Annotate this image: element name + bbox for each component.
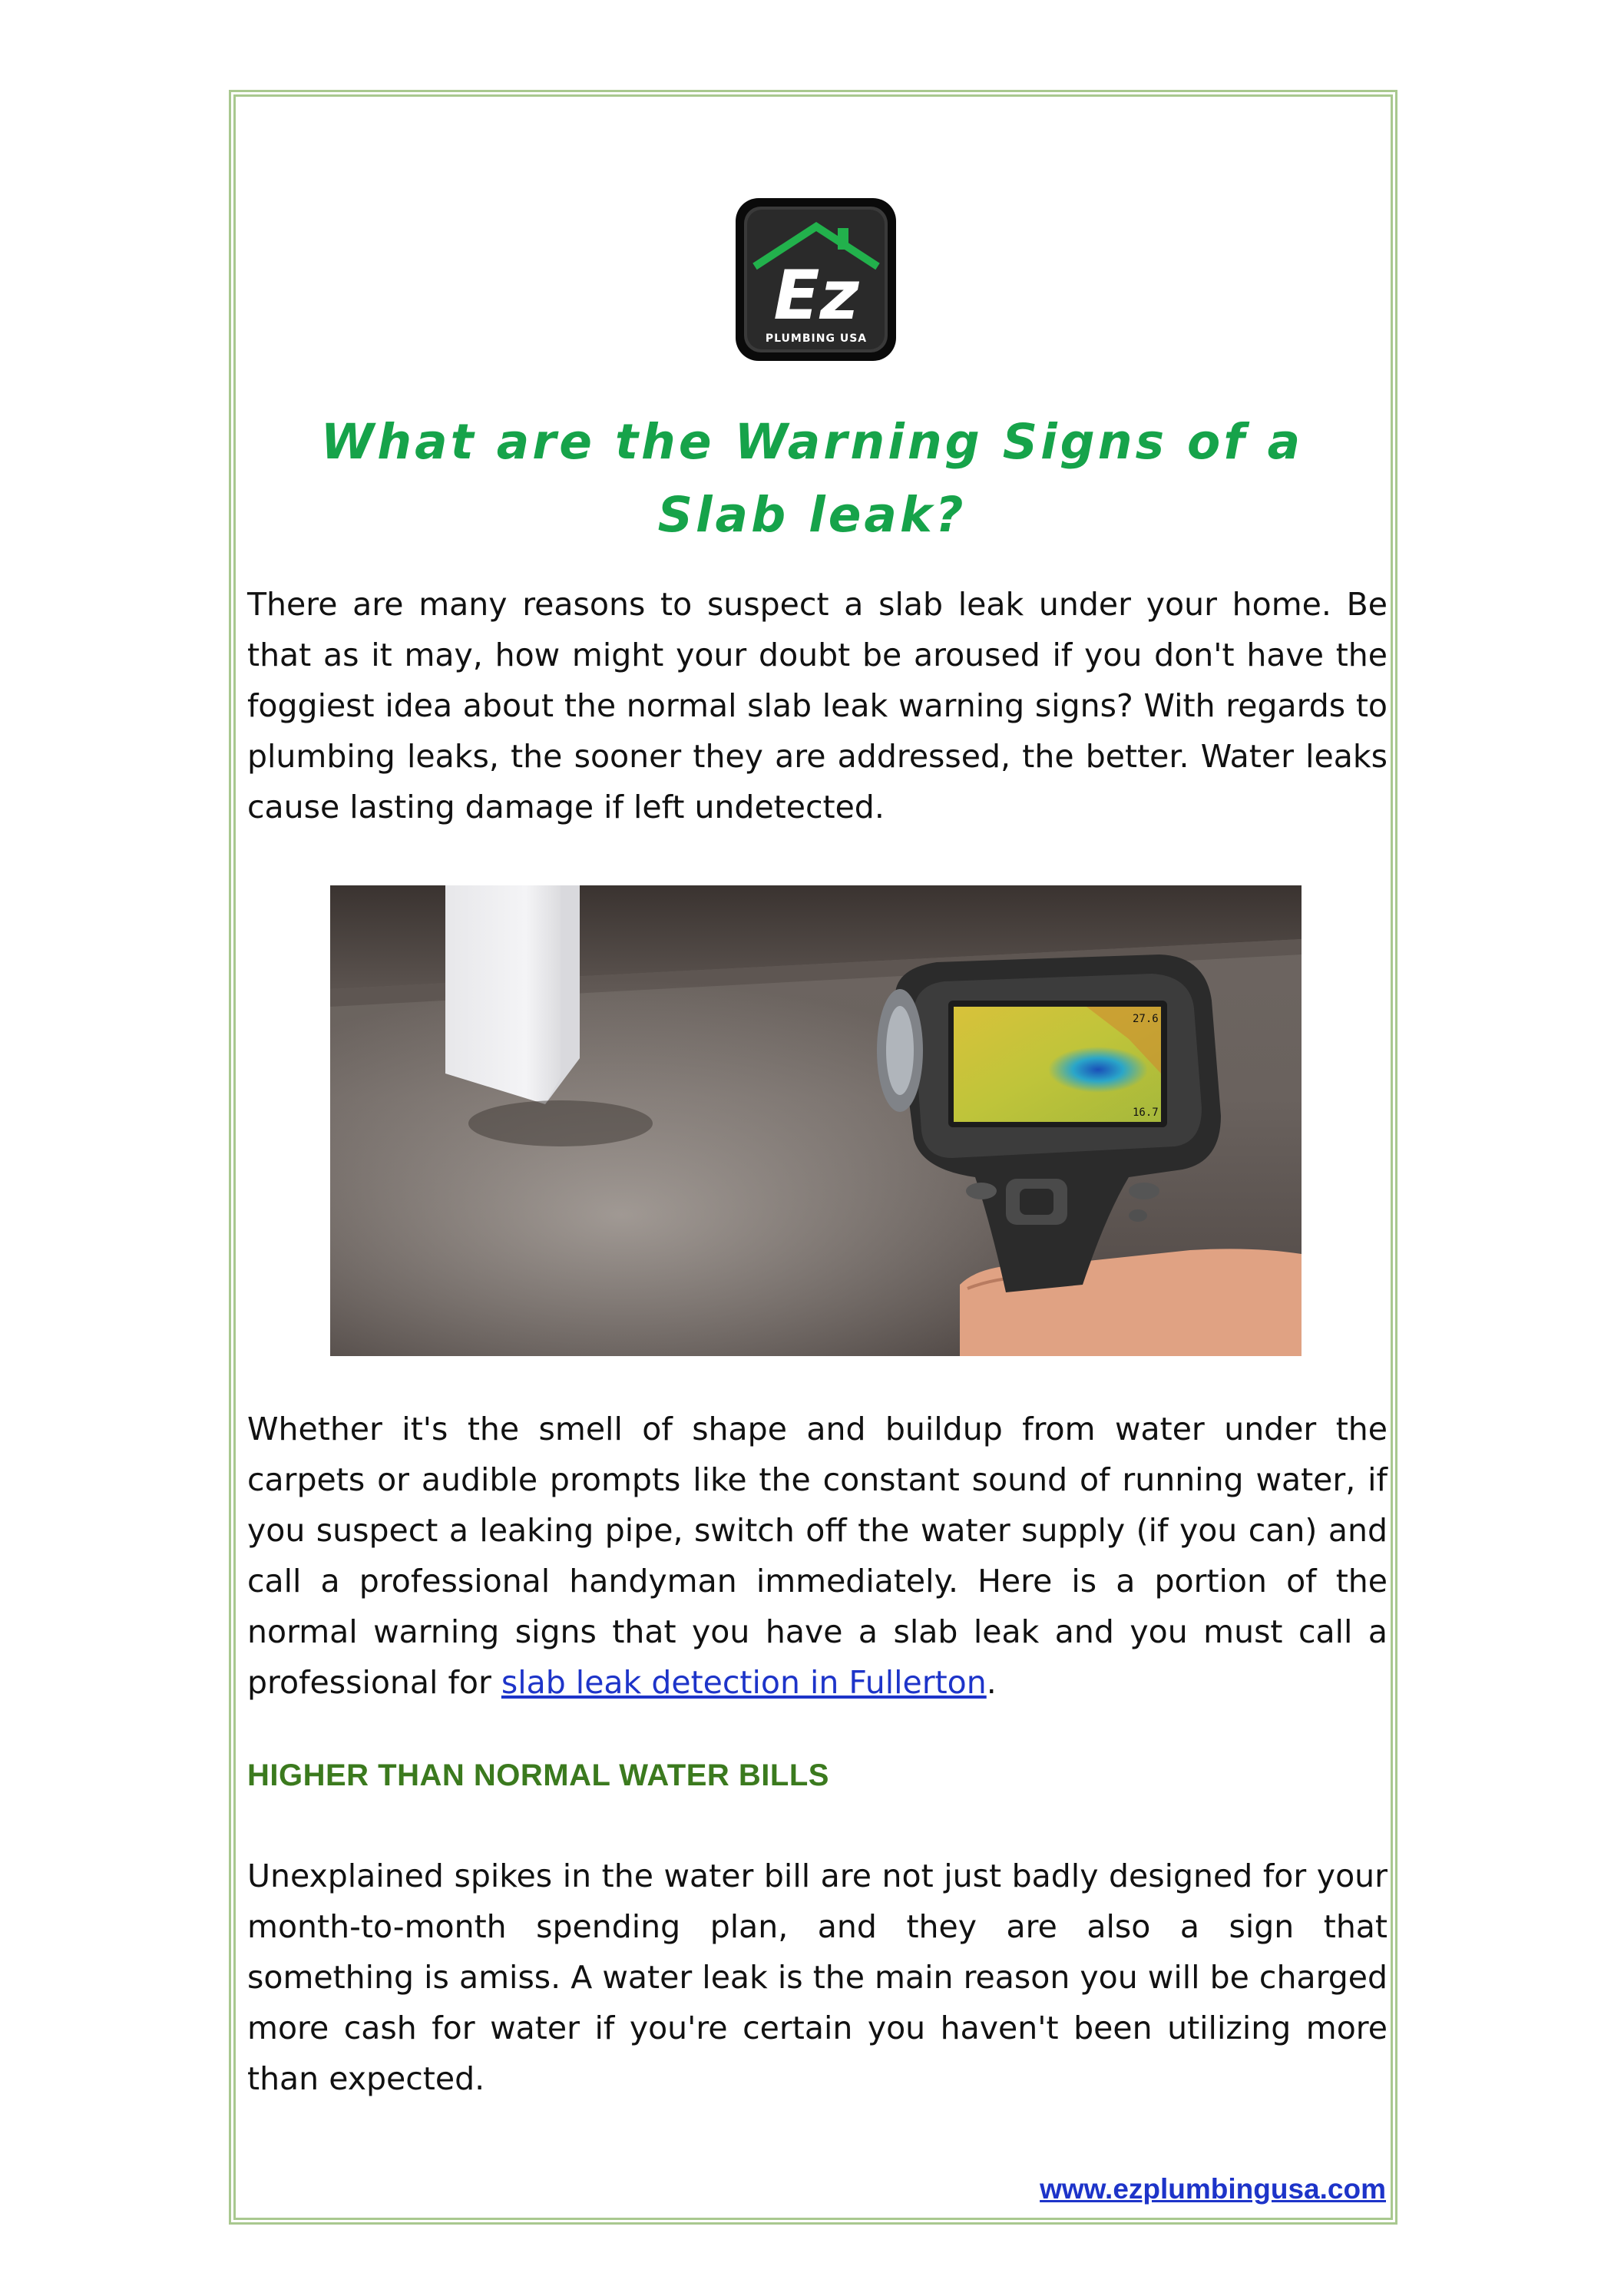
logo-subtext: PLUMBING USA [765,332,868,345]
logo-text: Ez [773,256,859,335]
section-paragraph: Unexplained spikes in the water bill are not just badly designed for your month-to-month spending plan, and they are also a sign that something is amiss. A water leak is the main reason you will be charged more cash for water if you're certain you haven't been utilizing more than expected. [247,1858,1388,2097]
ez-plumbing-logo [733,196,898,363]
camera-readout-bottom: 16.7 [1133,1107,1159,1119]
section-heading: HIGHER THAN NORMAL WATER BILLS [247,1758,829,1792]
body-text-end: . [986,1664,997,1701]
slab-leak-detection-link[interactable]: slab leak detection in Fullerton [501,1664,987,1701]
website-link[interactable]: www.ezplumbingusa.com [1040,2173,1386,2205]
article-title: What are the Warning Signs of a Slab leak? [320,414,1304,543]
intro-paragraph: There are many reasons to suspect a slab leak under your home. Be that as it may, how might your doubt be aroused if you don't have the foggiest idea about the normal slab leak warning signs? With regards to plumbing leaks, the sooner they are addressed, the better. Water leaks cause lasting damage if left undetected. [247,586,1388,825]
thermal-camera-photo [330,885,1302,1356]
body-paragraph [247,1404,1388,1708]
body-text: Whether it's the smell of shape and buildup from water under the carpets or audible prompts like the constant sound of running water, if you suspect a leaking pipe, switch off the water supply (if you can) and call a professional handyman immediately. Here is a portion of the normal warning signs that you have a slab leak and you must call a professional for [247,1411,1388,1701]
camera-readout-top: 27.6 [1133,1013,1159,1025]
